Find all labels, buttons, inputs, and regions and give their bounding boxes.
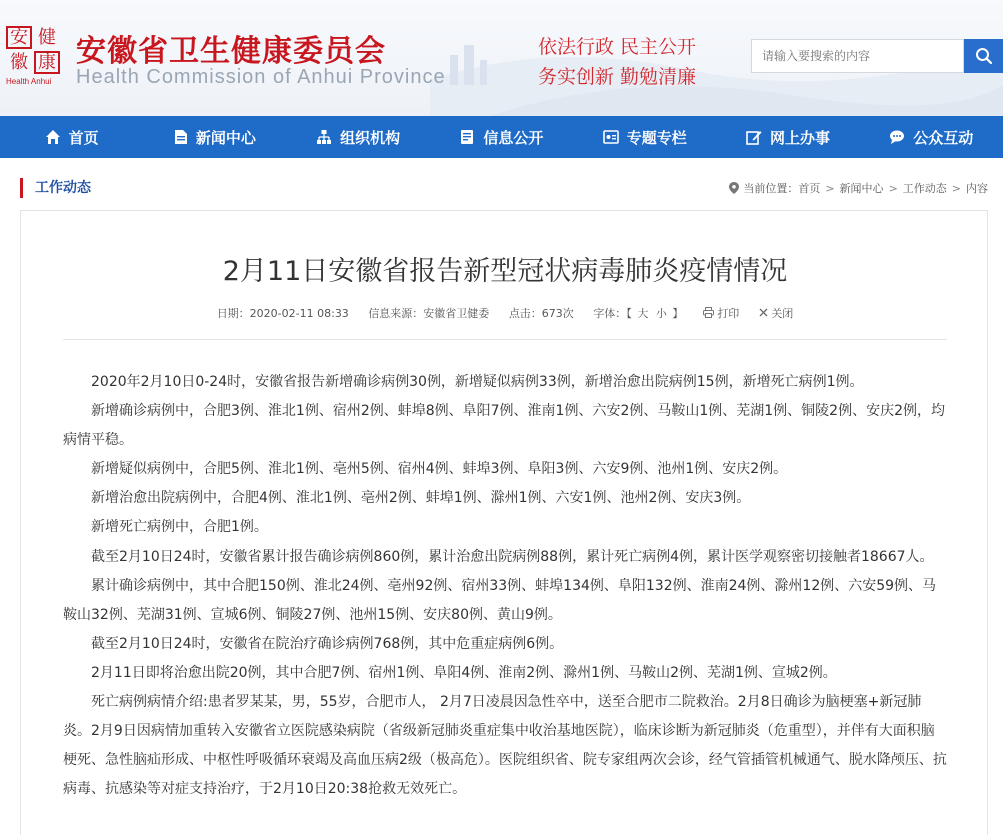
chat-icon xyxy=(889,129,905,145)
close-label: 关闭 xyxy=(771,307,794,320)
breadcrumb-separator: > xyxy=(951,181,961,195)
breadcrumb-prefix: 当前位置： xyxy=(743,182,799,195)
info-book-icon xyxy=(459,129,475,145)
nav-item-label: 网上办事 xyxy=(769,128,830,147)
article-body xyxy=(63,368,947,804)
print-label: 打印 xyxy=(717,307,740,320)
logo-char: 安 xyxy=(6,26,32,49)
site-title-english: Health Commission of Anhui Province xyxy=(76,66,446,88)
search-button[interactable] xyxy=(964,39,1003,73)
print-button[interactable] xyxy=(703,307,743,320)
nav-item-label: 专题专栏 xyxy=(626,128,687,147)
article-meta xyxy=(21,305,989,321)
nav-item-label: 新闻中心 xyxy=(195,128,256,147)
article-paragraph: 截至2月10日24时，安徽省累计报告确诊病例860例，累计治愈出院病例88例，累计死亡病例4例，累计医学观察密切接触者18667人。 xyxy=(91,548,934,565)
breadcrumb xyxy=(729,180,988,196)
logo-subtitle: Health Anhui xyxy=(6,77,52,86)
breadcrumb-separator: > xyxy=(825,181,835,195)
nav-item-info-disclosure[interactable] xyxy=(430,116,573,158)
slogan-line-1: 依法行政 民主公开 xyxy=(538,36,697,58)
article-clicks: 点击：673次 xyxy=(508,307,574,320)
location-pin-icon xyxy=(729,182,739,194)
breadcrumb-work-news[interactable]: 工作动态 xyxy=(902,182,947,195)
article-paragraph: 新增死亡病例中，合肥1例。 xyxy=(91,519,268,536)
article-paragraph: 截至2月10日24时，安徽省在院治疗确诊病例768例，其中危重症病例6例。 xyxy=(91,635,564,652)
article-paragraph: 新增疑似病例中，合肥5例、淮北1例、亳州5例、宿州4例、蚌埠3例、阜阳3例、六安9例、池州1例、安庆2例。 xyxy=(91,461,788,478)
document-icon xyxy=(174,129,188,145)
nav-item-label: 信息公开 xyxy=(483,128,544,147)
nav-item-home[interactable] xyxy=(0,116,143,158)
logo-char: 徽 xyxy=(10,51,28,73)
font-size-label: 字体： xyxy=(593,307,627,320)
breadcrumb-current: 内容 xyxy=(966,182,988,195)
article-paragraph: 2月11日即将治愈出院20例，其中合肥7例、宿州1例、阜阳4例、淮南2例、滁州1例、马鞍山2例、芜湖1例、宣城2例。 xyxy=(91,664,837,681)
article-panel xyxy=(20,210,988,835)
nav-item-topics[interactable] xyxy=(573,116,716,158)
article-paragraph: 新增治愈出院病例中，合肥4例、淮北1例、亳州2例、蚌埠1例、滁州1例、六安1例、池州2例、安庆3例。 xyxy=(91,490,751,507)
article-title: 2月11日安徽省报告新型冠状病毒肺炎疫情情况 xyxy=(222,256,788,287)
nav-item-public-interaction[interactable] xyxy=(860,116,1003,158)
search-icon xyxy=(975,47,993,65)
meta-divider xyxy=(63,339,947,340)
slogan-line-2: 务实创新 勤勉清廉 xyxy=(538,66,697,88)
breadcrumb-separator: > xyxy=(888,181,898,195)
breadcrumb-news-center[interactable]: 新闻中心 xyxy=(839,182,884,195)
article-paragraph: 死亡病例病情介绍:患者罗某某，男，55岁，合肥市人， 2月7日凌晨因急性卒中，送至合肥市二院救治。2月8日确诊为脑梗塞+新冠肺炎。2月9日因病情加重转入安徽省立医院感染病院（省级新冠肺炎重症集中收治基地医院），临床诊断为新冠肺炎（危重型），并伴有大面积脑梗死、急性脑疝形成、中枢性呼吸循环衰竭及高血压病2级（极高危）。医院组织省、院专家组两次会诊，经气管插管机械通气、脱水降颅压、抗病毒、抗感染等对症支持治疗，于2月10日20:38抢救无效死亡。 xyxy=(63,694,947,798)
print-icon xyxy=(703,307,714,318)
search-input[interactable] xyxy=(751,39,964,73)
site-logo[interactable] xyxy=(6,26,60,90)
section-title: 工作动态 xyxy=(20,178,91,198)
home-icon xyxy=(45,129,61,145)
article-paragraph: 新增确诊病例中，合肥3例、淮北1例、宿州2例、蚌埠8例、阜阳7例、淮南1例、六安2例、马鞍山1例、芜湖1例、铜陵2例、安庆2例，均病情平稳。 xyxy=(63,403,945,449)
nav-item-label: 组织机构 xyxy=(340,128,401,147)
font-small-button[interactable]: 小 xyxy=(655,307,667,320)
org-chart-icon xyxy=(316,129,332,145)
nav-item-label: 首页 xyxy=(68,128,99,147)
article-paragraph: 2020年2月10日0-24时，安徽省报告新增确诊病例30例，新增疑似病例33例，新增治愈出院病例15例，新增死亡病例1例。 xyxy=(91,374,864,390)
logo-char: 康 xyxy=(34,51,60,74)
article-source: 信息来源：安徽省卫健委 xyxy=(368,307,490,320)
breadcrumb-home[interactable]: 首页 xyxy=(798,182,821,195)
close-button[interactable] xyxy=(759,307,794,320)
main-nav xyxy=(0,116,1003,158)
nav-item-organization[interactable] xyxy=(287,116,430,158)
article-date: 日期：2020-02-11 08:33 xyxy=(216,307,349,320)
font-bracket-open: 【 xyxy=(626,307,632,320)
nav-item-online-service[interactable] xyxy=(716,116,859,158)
font-size-control xyxy=(593,307,683,320)
section-bar xyxy=(20,176,988,200)
font-bracket-close: 】 xyxy=(672,307,684,320)
site-title: 安徽省卫生健康委员会 xyxy=(76,34,386,69)
site-header xyxy=(0,0,1003,116)
font-large-button[interactable]: 大 xyxy=(637,307,649,320)
close-icon xyxy=(759,308,768,317)
topics-icon xyxy=(603,129,619,145)
logo-char: 健 xyxy=(38,26,56,48)
nav-item-news[interactable] xyxy=(143,116,286,158)
nav-item-label: 公众互动 xyxy=(913,128,974,147)
edit-icon xyxy=(746,129,762,145)
article-paragraph: 累计确诊病例中，其中合肥150例、淮北24例、亳州92例、宿州33例、蚌埠134例、阜阳132例、淮南24例、滁州12例、六安59例、马鞍山32例、芜湖31例、宣城6例、铜陵27例、池州15例、安庆80例、黄山9例。 xyxy=(63,577,937,623)
